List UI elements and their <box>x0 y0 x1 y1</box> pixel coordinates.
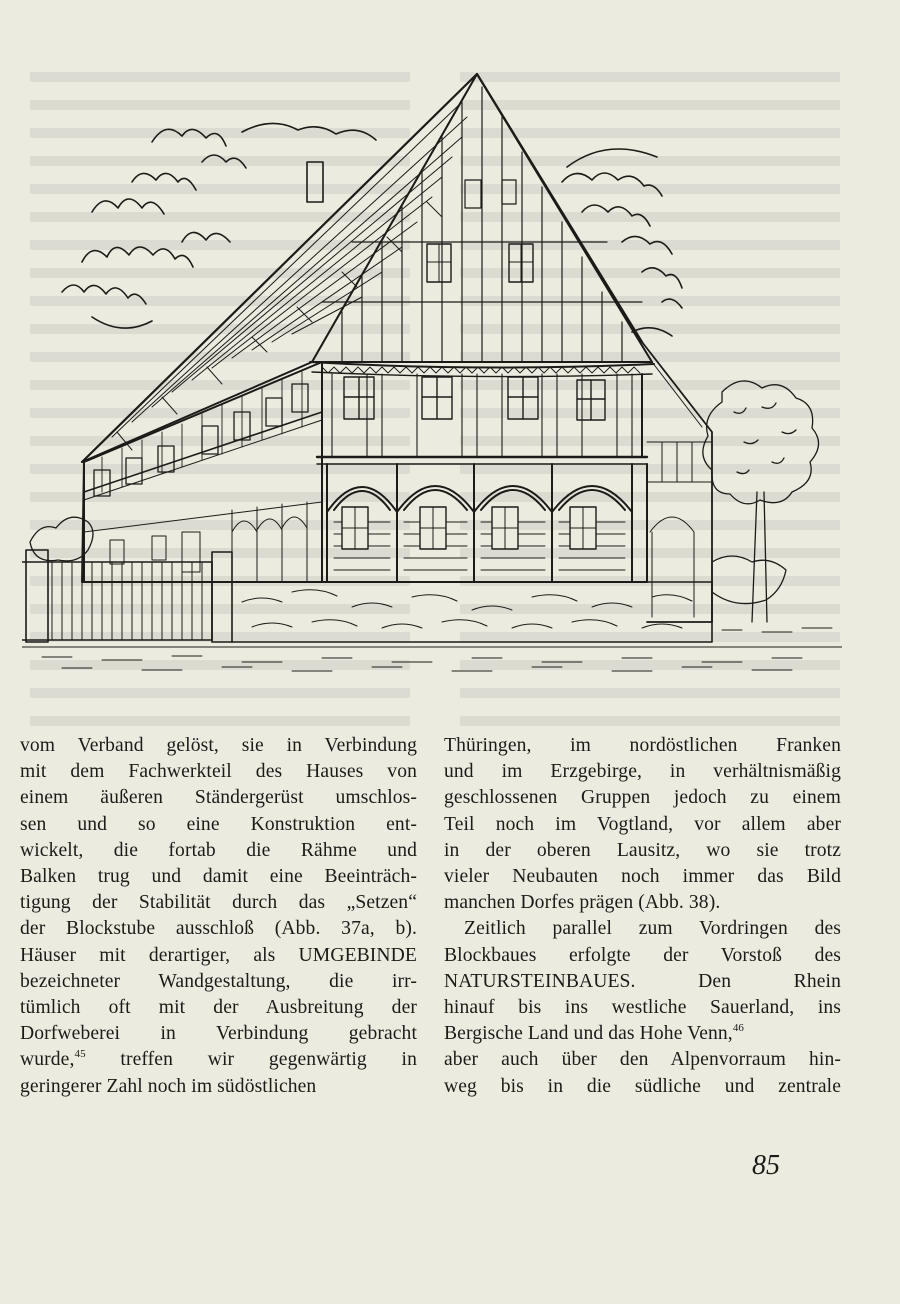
text-line: manchen Dorfes prägen (Abb. 38). <box>444 892 721 914</box>
text-line: hinauf bis ins westliche Sauerland, ins <box>444 997 841 1019</box>
text-line: Teil noch im Vogtland, vor allem aber <box>444 813 841 835</box>
text-line: Balken trug und damit eine Beeinträch- <box>20 866 417 888</box>
text-line: wickelt, die fortab die Rähme und <box>20 839 417 861</box>
side-upper-windows <box>94 384 308 496</box>
text-line: tigung der Stabilität durch das „Setzen“ <box>20 892 417 914</box>
text-line-with-footnote <box>20 1047 417 1073</box>
text-fragment: wurde, <box>20 1049 75 1071</box>
foundation-stones <box>242 590 692 628</box>
tree <box>703 381 819 622</box>
text-line: bezeichneter Wandgestaltung, die irr- <box>20 970 417 992</box>
left-text-column <box>20 733 417 1100</box>
ground-windows <box>342 507 596 549</box>
cloud-scribbles <box>62 123 682 336</box>
text-line: einem äußeren Ständergerüst umschlos- <box>20 787 417 809</box>
wing-details <box>647 362 712 617</box>
text-line: tümlich oft mit der Ausbreitung der <box>20 997 417 1019</box>
text-line: vom Verband gelöst, sie in Verbindung <box>20 735 417 756</box>
text-line: Zeitlich parallel zum Vordringen des <box>464 918 841 940</box>
gable-boards <box>322 87 642 362</box>
page-number: 85 <box>752 1150 780 1181</box>
text-fragment: treffen wir gegenwärtig in <box>120 1049 417 1071</box>
text-line-with-footnote <box>444 1021 841 1047</box>
text-line: Blockbaues erfolgte der Vorstoß des <box>444 944 841 966</box>
text-line: aber auch über den Alpenvorraum hin- <box>444 1049 841 1071</box>
side-ground-floor <box>84 502 322 582</box>
upper-storey-boards <box>332 374 632 457</box>
footnote-marker: 46 <box>732 1022 745 1035</box>
text-line: geschlossenen Gruppen jedoch zu einem <box>444 787 841 809</box>
text-line: sen und so eine Konstruktion ent- <box>20 813 417 835</box>
text-line: mit dem Fachwerkteil des Hauses von <box>20 761 417 783</box>
text-line: in der oberen Lausitz, wo sie trotz <box>444 839 841 861</box>
house-illustration <box>22 62 842 674</box>
upper-windows <box>344 377 605 420</box>
text-line: weg bis in die südliche und zentrale <box>444 1075 841 1097</box>
text-line: geringerer Zahl noch im südöstlichen <box>20 1075 317 1097</box>
text-line: Häuser mit derartiger, als UMGEBINDE <box>20 944 417 966</box>
text-line: und im Erzgebirge, in verhältnismäßig <box>444 761 841 783</box>
ground-hatching <box>22 628 842 671</box>
text-fragment: Bergische Land und das Hohe Venn, <box>444 1023 733 1045</box>
fence-slats <box>52 562 202 640</box>
text-line: NATURSTEINBAUES. Den Rhein <box>444 970 841 992</box>
text-line: der Blockstube ausschloß (Abb. 37a, b). <box>20 918 417 940</box>
text-line: Thüringen, im nordöstlichen Franken <box>444 735 841 756</box>
right-text-column <box>444 733 841 1100</box>
text-line: vieler Neubauten noch immer das Bild <box>444 866 841 888</box>
text-line: Dorfweberei in Verbindung gebracht <box>20 1023 417 1045</box>
ground-window-bars <box>342 507 596 549</box>
roof-shingles <box>112 102 467 450</box>
footnote-marker: 45 <box>74 1048 86 1061</box>
